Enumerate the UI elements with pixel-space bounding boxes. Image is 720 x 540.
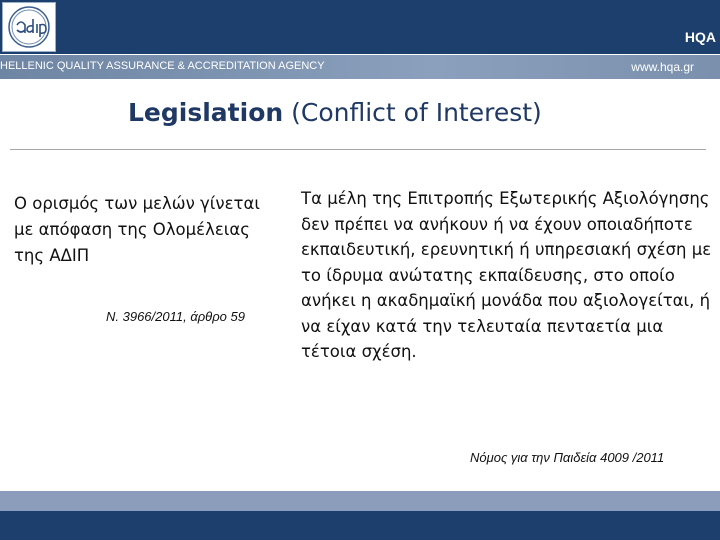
adip-logo-icon — [3, 3, 55, 51]
agency-bar — [0, 55, 720, 79]
footer-band — [0, 491, 720, 511]
slide-title-bold: Legislation — [128, 98, 284, 127]
right-citation: Νόμος για την Παιδεία 4009 /2011 — [470, 450, 665, 465]
header-bar — [0, 0, 720, 54]
slide-title-rest: (Conflict of Interest) — [283, 98, 542, 127]
title-divider — [10, 149, 706, 150]
adip-logo — [2, 2, 56, 52]
left-citation: Ν. 3966/2011, άρθρο 59 — [106, 309, 245, 324]
left-body-text: Ο ορισμός των μελών γίνεται με απόφαση της Ολομέλειας της ΑΔΙΠ — [14, 194, 260, 265]
brand-label: HQA — [684, 29, 716, 45]
right-body-text: Τα μέλη της Επιτροπής Εξωτερικής Αξιολόγησης δεν πρέπει να ανήκουν ή να έχουν οποιαδήποτε εκπαιδευτική, ερευνητική ή υπηρεσιακή σχέση με το ίδρυμα ανώτατης εκπαίδευσης, στο οποίο ανήκει η ακαδημαϊκή μονάδα που αξιολογείται, ή να είχαν κατά την τελευταία πενταετία μια τέτοια σχέση. — [301, 189, 712, 361]
agency-name: HELLENIC QUALITY ASSURANCE & ACCREDITATION AGENCY — [0, 60, 325, 72]
website-link[interactable]: www.hqa.gr — [631, 60, 694, 74]
slide-title — [128, 98, 542, 127]
footer-bar — [0, 511, 720, 540]
